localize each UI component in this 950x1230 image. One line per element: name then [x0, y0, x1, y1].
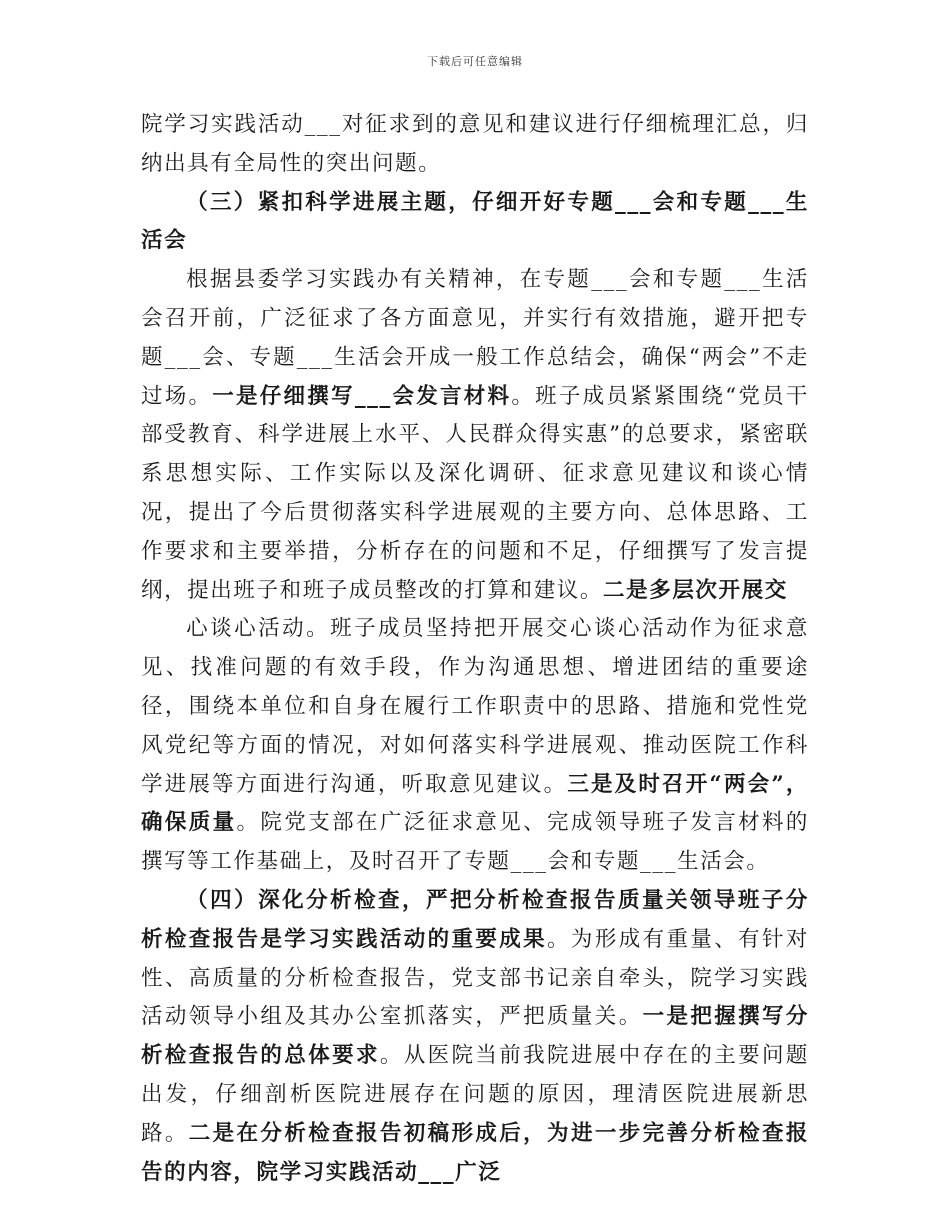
paragraph-analysis [141, 882, 809, 1192]
paragraph-text: 。院党支部在广泛征求意见、完成领导班子发言材料的撰写等工作基础上，及时召开了专题___会和专题___生活会。 [141, 810, 809, 875]
paragraph-text: 。为形成有重量、有针对性、高质量的分析检查报告，党支部书记亲自牵头，院学习实践活动领导小组及其办公室抓落实，严把质量关。 [141, 926, 809, 1030]
section-heading-3: （三）紧扣科学进展主题，仔细开好专题___会和专题___生活会 [141, 189, 809, 254]
paragraph-text: 心谈心活动。班子成员坚持把开展交心谈心活动作为征求意见、找准问题的有效手段，作为沟通思想、增进团结的重要途径，围绕本单位和自身在履行工作职责中的思路、措施和党性党风党纪等方面的情况，对如何落实科学进展观、推动医院工作科学进展等方面进行沟通，听取意见建议。 [141, 616, 809, 797]
paragraph-text: 根据县委学习实践办有关精神，在专题___会和专题___生活会召开前，广泛征求了各方面意见，并实行有效措施，避开把专题___会、专题___生活会开成一般工作总结会，确保“两会”不走过场。 [141, 267, 809, 409]
paragraph-text: 。从医院当前我院进展中存在的主要问题出发，仔细剖析医院进展存在问题的原因，理清医院进展新思路。 [141, 1043, 809, 1146]
bold-point-1: 一是仔细撰写___会发言材料 [212, 383, 512, 409]
bold-point-2: 二是多层次开展交 [603, 577, 788, 603]
page-header: 下载后可任意编辑 [427, 55, 523, 68]
document-body [141, 106, 809, 1192]
paragraph-heart-talk [141, 610, 809, 882]
paragraph-text: 院学习实践活动___对征求到的意见和建议进行仔细梳理汇总，归纳出具有全局性的突出问题。 [141, 112, 809, 176]
section-heading-4: （四）深化分析检查，严把分析检查报告质量关领导班子分析检查报告是学习实践活动的重要成果 [141, 887, 809, 952]
bold-point-4: 一是把握撰写分析检查报告的总体要求 [141, 1004, 810, 1069]
paragraph-meetings [141, 261, 809, 610]
paragraph-text: 。班子成员紧紧围绕“党员干部受教育、科学进展上水平、人民群众得实惠”的总要求，紧密联系思想实际、工作实际以及深化调研、征求意见建议和谈心情况，提出了今后贯彻落实科学进展观的主要方向、总体思路、工作要求和主要举措，分析存在的问题和不足，仔细撰写了发言提纲，提出班子和班子成员整改的打算和建议。 [141, 383, 810, 603]
bold-point-3: 三是及时召开“两会”，确保质量 [141, 771, 809, 836]
paragraph-continuation [141, 106, 809, 184]
bold-point-5: 二是在分析检查报告初稿形成后，为进一步完善分析检查报告的内容，院学习实践活动___广泛 [141, 1120, 810, 1185]
